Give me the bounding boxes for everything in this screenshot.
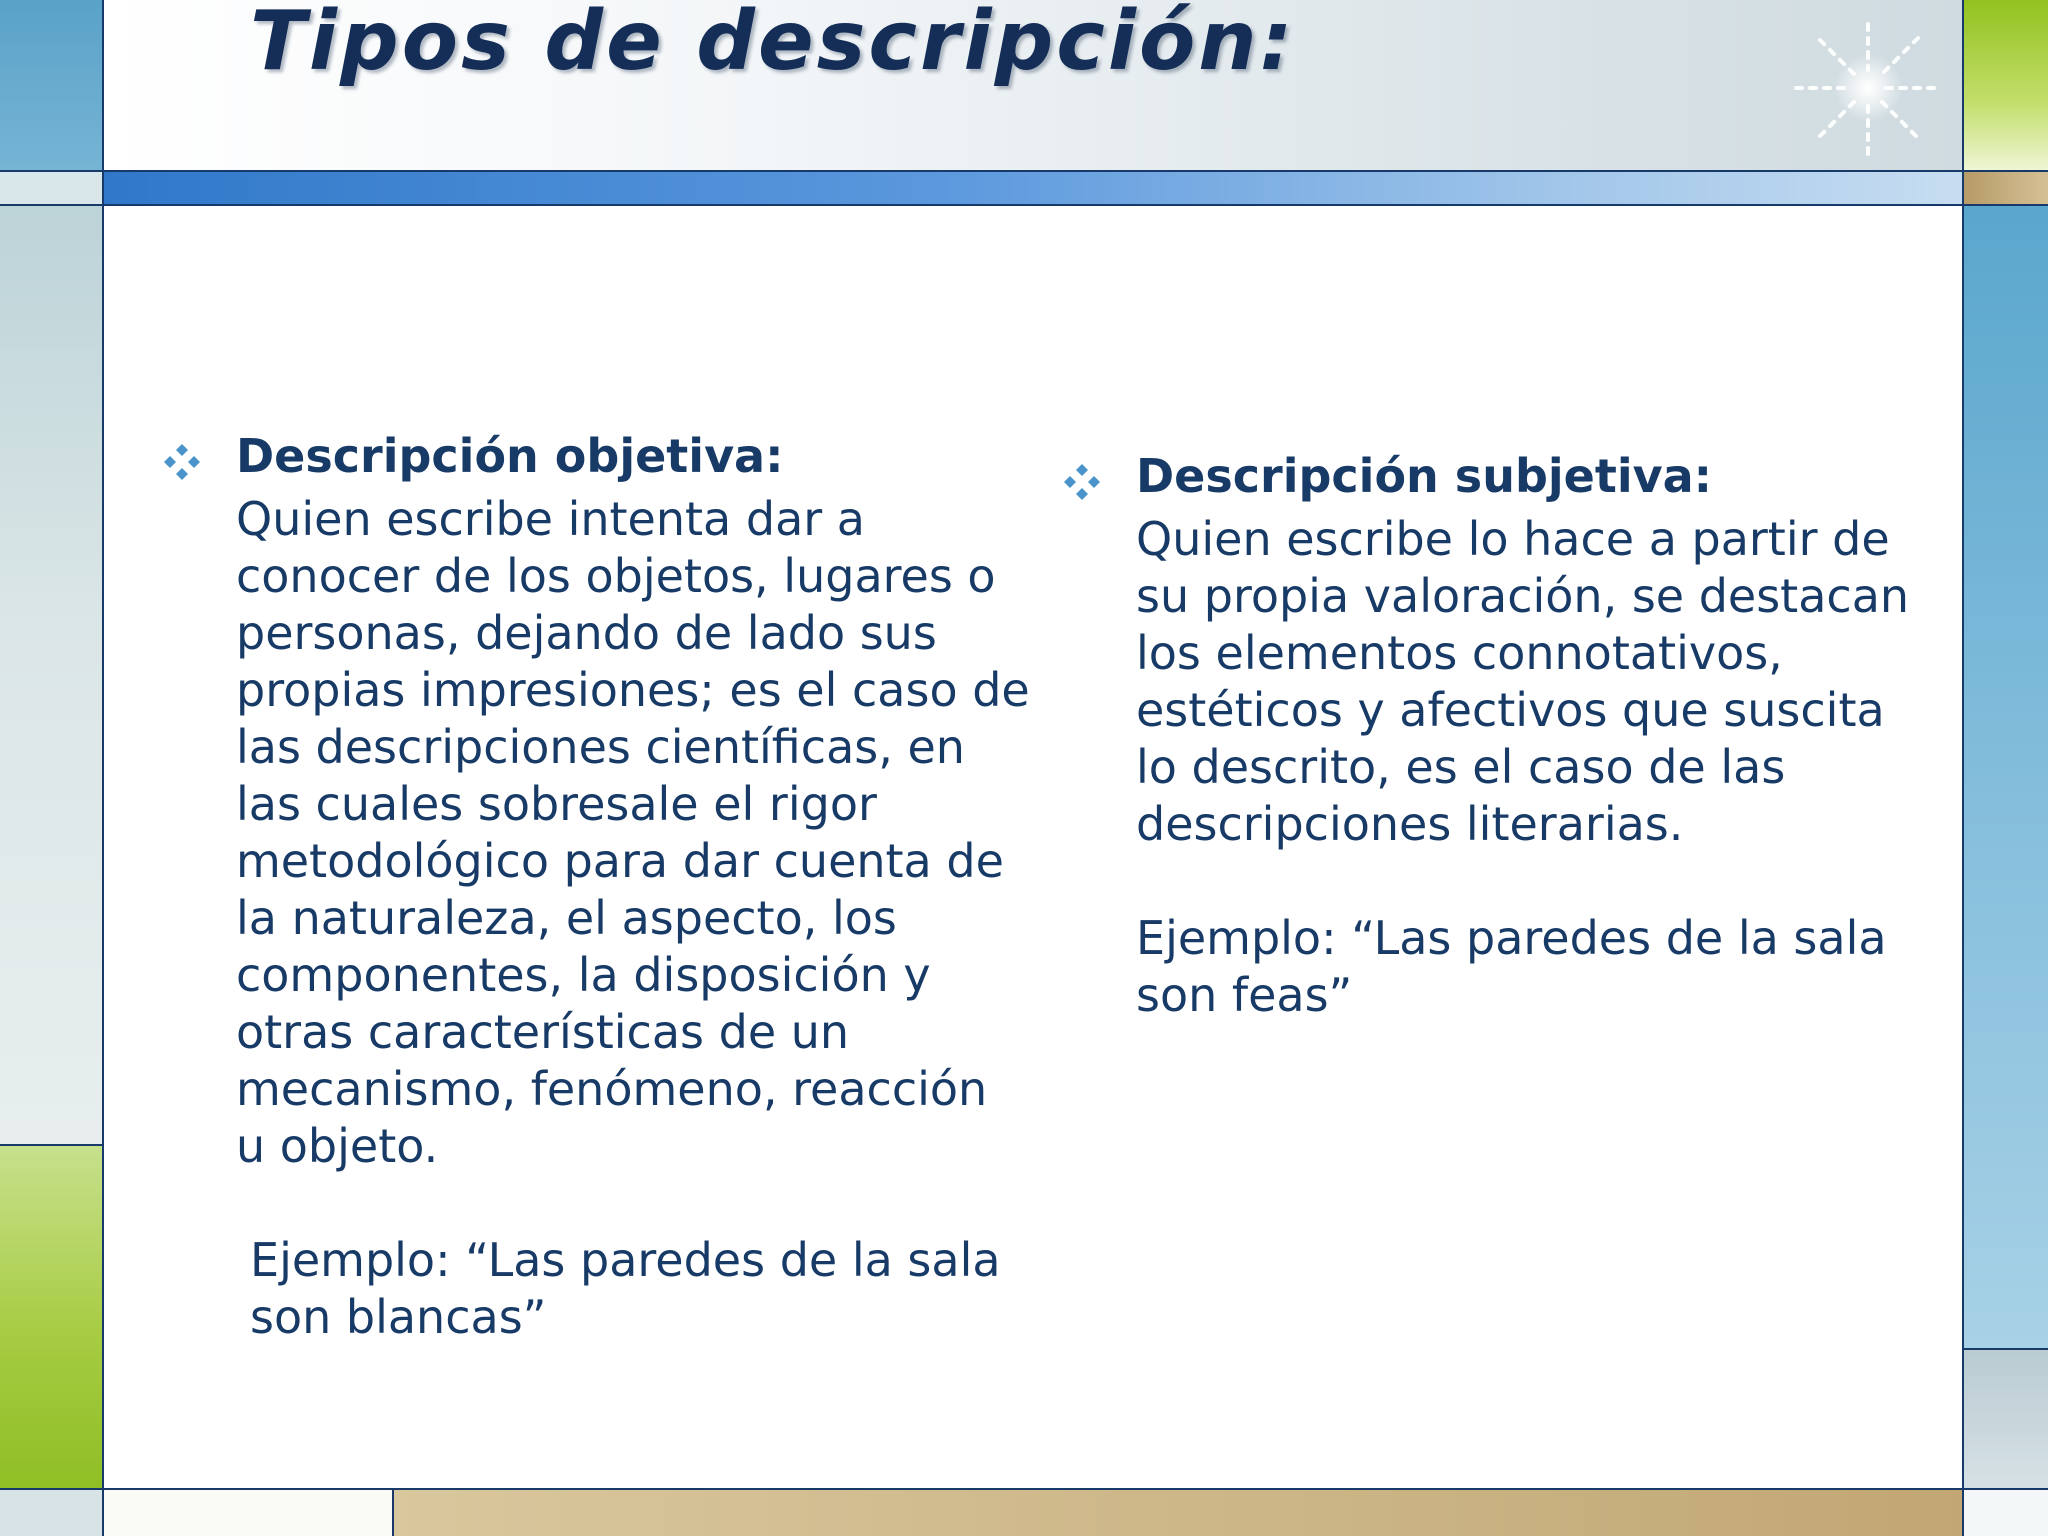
four-diamond-bullet-icon	[162, 442, 202, 482]
right-heading: Descripción subjetiva:	[1136, 449, 1713, 503]
left-top-block	[0, 0, 102, 170]
left-column	[160, 428, 1030, 1346]
right-bottom-block	[1962, 1488, 2048, 1536]
left-heading: Descripción objetiva:	[236, 429, 784, 483]
divider-line	[0, 1488, 2048, 1490]
right-tan-block	[1962, 170, 2048, 204]
right-column	[1060, 448, 1940, 1024]
four-diamond-bullet-icon	[1062, 462, 1102, 502]
right-body-text: Quien escribe lo hace a partir de su propia valoración, se destacan los elementos connotativos, estéticos y afectivos que suscita lo descrito, es el caso de las descripciones literarias.	[1136, 512, 1910, 851]
bullet-item-subjetiva	[1060, 448, 1940, 1024]
bullet-item-objetiva	[160, 428, 1030, 1346]
right-top-block	[1962, 0, 2048, 170]
left-body-text: Quien escribe intenta dar a conocer de los objetos, lugares o personas, dejando de lado sus propias impresiones; es el caso de las descripciones científicas, en las cuales sobresale el rigor metodológico para dar cuenta de la naturaleza, el aspecto, los componentes, la disposición y otras características de un mecanismo, fenómeno, reacción u objeto.	[236, 492, 1030, 1173]
right-blue-block	[1962, 204, 2048, 1348]
divider-line	[0, 170, 2048, 172]
left-example-text: Ejemplo: “Las paredes de la sala son blancas”	[250, 1233, 1001, 1344]
left-mid-block	[0, 204, 102, 1144]
divider-line	[1962, 0, 1964, 1536]
divider-line	[0, 1144, 102, 1146]
bottom-tan-block	[392, 1488, 1962, 1536]
divider-line	[1962, 1348, 2048, 1350]
divider-line	[102, 0, 104, 1536]
bottom-white-block	[102, 1488, 392, 1536]
sparkle-icon	[1790, 20, 1940, 160]
left-green-block	[0, 1144, 102, 1488]
right-example-text: Ejemplo: “Las paredes de la sala son feas”	[1136, 911, 1887, 1022]
divider-line	[392, 1488, 394, 1536]
header-blue-band	[102, 170, 1962, 204]
right-gray-block	[1962, 1348, 2048, 1488]
left-gap-block	[0, 170, 102, 204]
left-bottom-block	[0, 1488, 102, 1536]
divider-line	[0, 204, 2048, 206]
slide-title: Tipos de descripción:	[250, 0, 1296, 89]
